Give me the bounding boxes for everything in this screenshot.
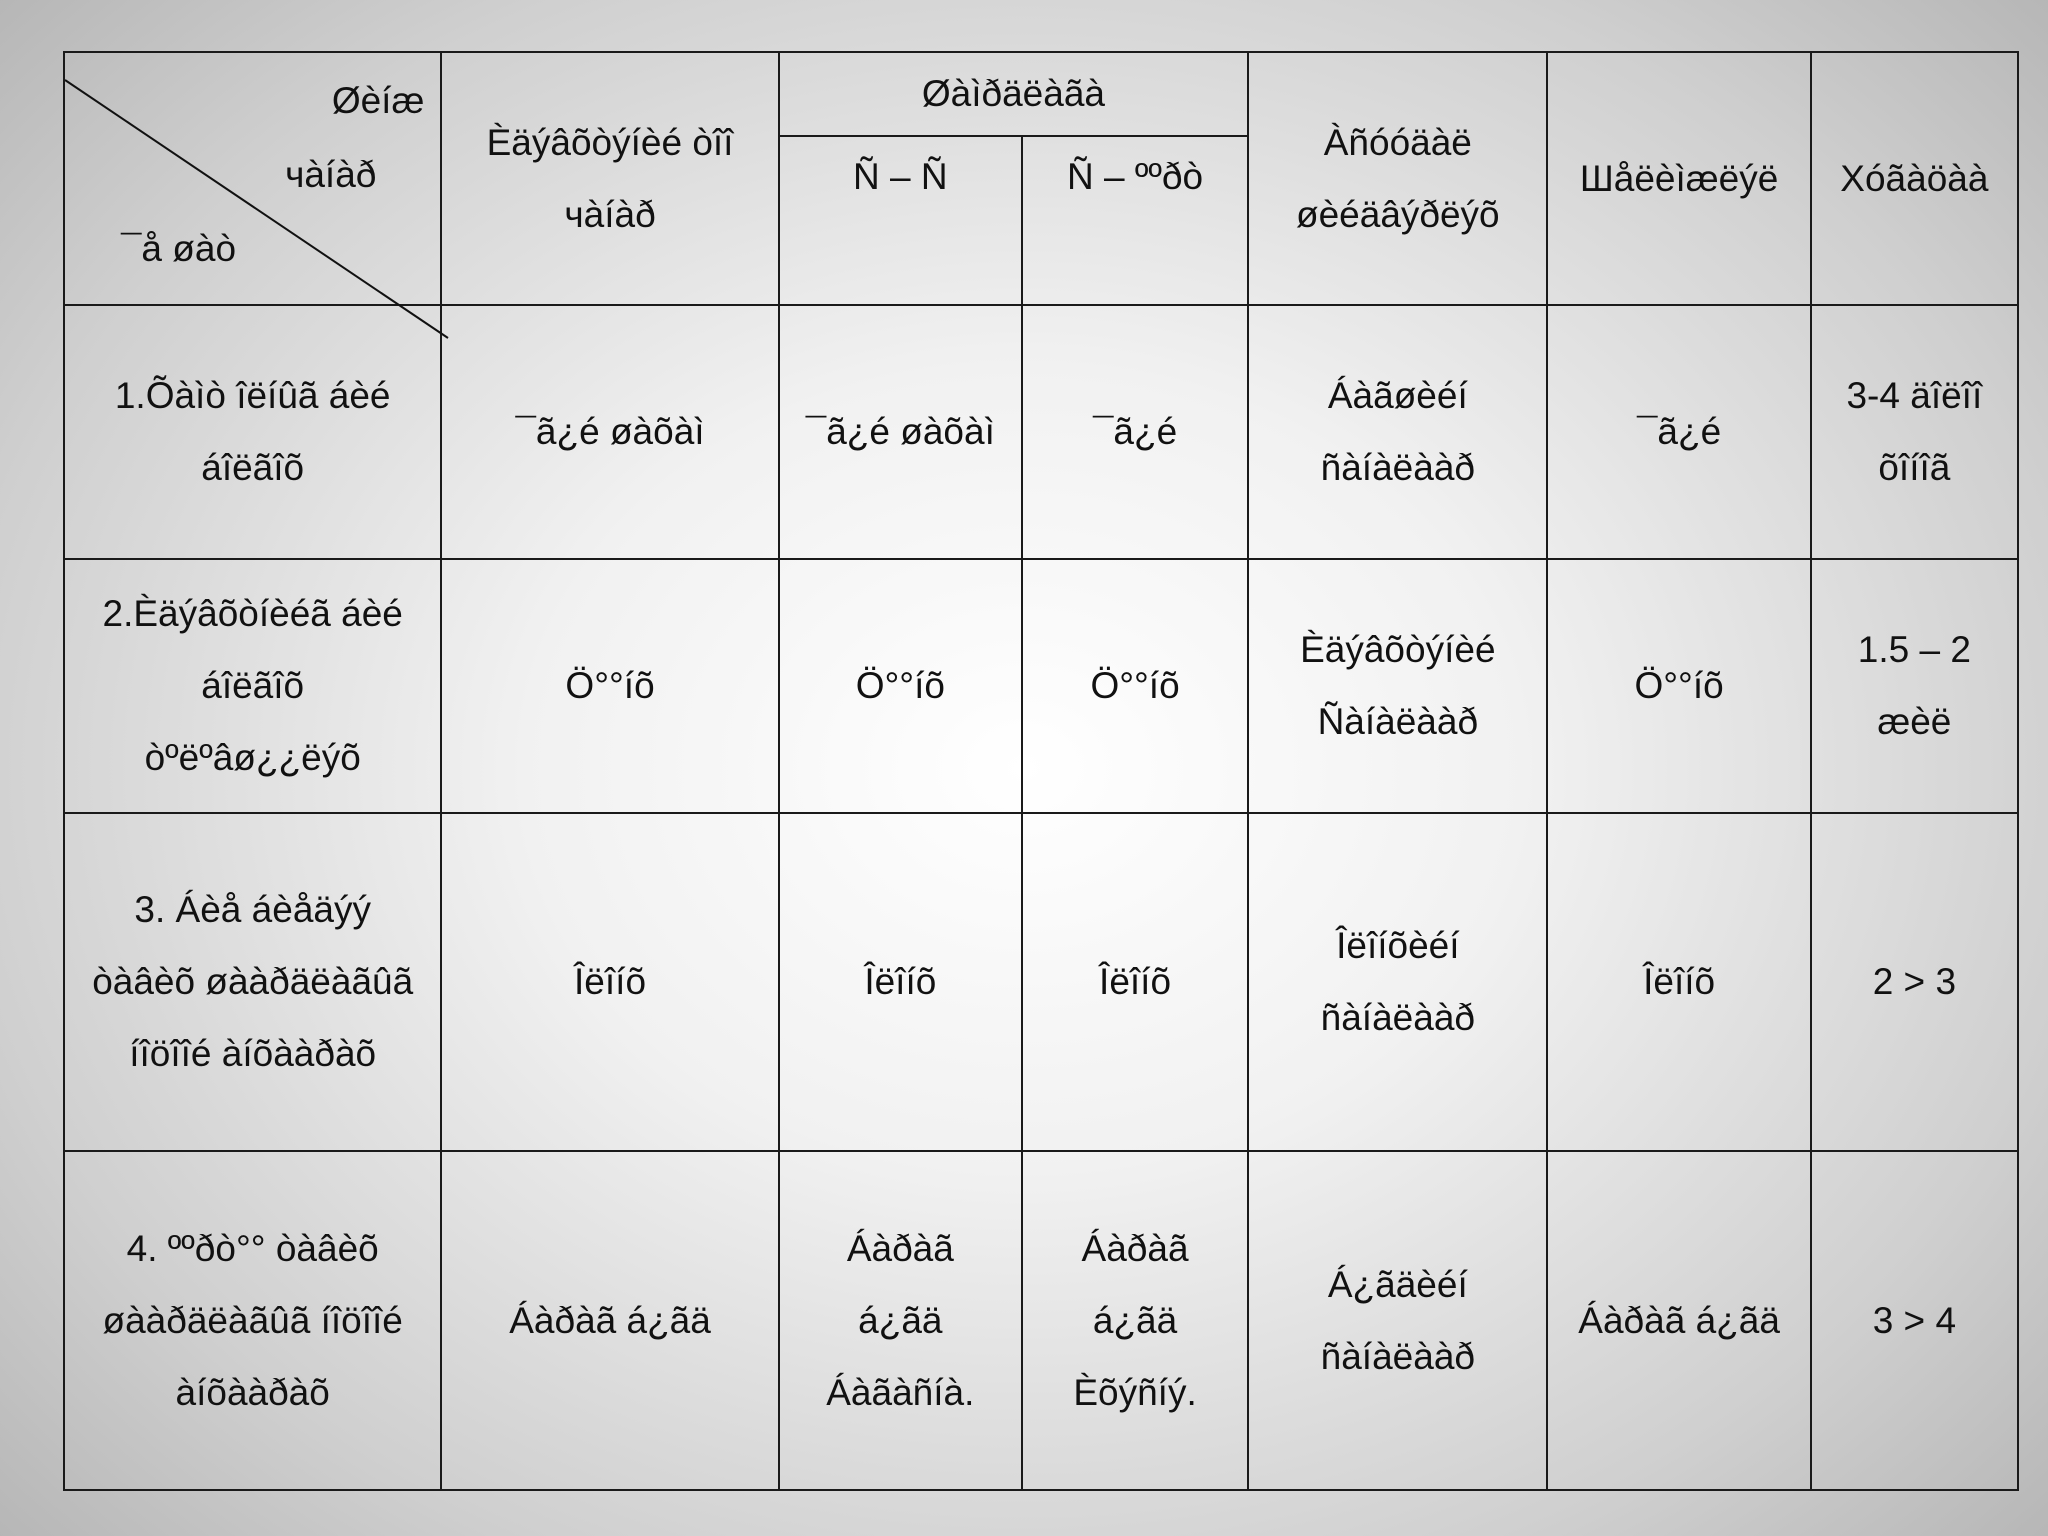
- corner-label-bottom: ¯å øàò: [121, 228, 237, 269]
- header-row-1: [64, 52, 2018, 136]
- table-cell: ¯ã¿é øàõàì: [779, 305, 1022, 559]
- header-col-5: Шåëèìæëýë: [1547, 52, 1810, 305]
- header-col-6: Хóãàöàà: [1811, 52, 2018, 305]
- table-cell: 3 > 4: [1811, 1151, 2018, 1490]
- table-row: [64, 1151, 2018, 1490]
- table-cell: Áàðàã á¿ãä: [1547, 1151, 1810, 1490]
- table-cell: Áàãøèéí ñàíàëààð: [1248, 305, 1547, 559]
- row-label: 1.Õàìò îëíûã áèé áîëãîõ: [64, 305, 441, 559]
- row-label: 2.Èäýâõòíèéã áèé áîëãîõ òºëºâø¿¿ëýõ: [64, 559, 441, 813]
- table-cell: Îëîíõ: [779, 813, 1022, 1151]
- table-cell: ¯ã¿é: [1547, 305, 1810, 559]
- table-cell: Îëîíõ: [1022, 813, 1248, 1151]
- table-cell: 2 > 3: [1811, 813, 2018, 1151]
- header-group: Øàìðäëàãà: [779, 52, 1248, 136]
- table-row: [64, 559, 2018, 813]
- table-cell: Èäýâõòýíèé Ñàíàëààð: [1248, 559, 1547, 813]
- table-cell: Ö°°íõ: [779, 559, 1022, 813]
- table-cell: 1.5 – 2 æèë: [1811, 559, 2018, 813]
- row-label: 4. ººðò°° òàâèõ øààðäëàãûã íîöîîé àíõààðàõ: [64, 1151, 441, 1490]
- table-cell: ¯ã¿é: [1022, 305, 1248, 559]
- table-cell: Ö°°íõ: [1022, 559, 1248, 813]
- corner-label-middle: чàíàð: [285, 154, 377, 195]
- table-cell: Áàðàã á¿ãä Èõýñíý.: [1022, 1151, 1248, 1490]
- table-row: [64, 305, 2018, 559]
- table-cell: Îëîíõèéí ñàíàëààð: [1248, 813, 1547, 1151]
- table-cell: Îëîíõ: [1547, 813, 1810, 1151]
- comparison-table: [63, 51, 2019, 1491]
- header-col-1: Èäýâõòýíèé òîî чàíàð: [441, 52, 778, 305]
- table-cell: Ö°°íõ: [1547, 559, 1810, 813]
- table-cell: 3-4 äîëîî õîíîã: [1811, 305, 2018, 559]
- table-cell: Áàðàã á¿ãä: [441, 1151, 778, 1490]
- table-cell: ¯ã¿é øàõàì: [441, 305, 778, 559]
- table-cell: Á¿ãäèéí ñàíàëààð: [1248, 1151, 1547, 1490]
- corner-label-top: Øèíæ: [331, 80, 425, 121]
- header-sub-1: Ñ – Ñ: [779, 136, 1022, 305]
- table-cell: Áàðàã á¿ãä Áàãàñíà.: [779, 1151, 1022, 1490]
- table-cell: Îëîíõ: [441, 813, 778, 1151]
- table-row: [64, 813, 2018, 1151]
- row-label: 3. Áèå áèåäýý òàâèõ øààðäëàãûã íîöîîé àíõààðàõ: [64, 813, 441, 1151]
- header-sub-2: Ñ – ººðò: [1022, 136, 1248, 305]
- header-col-4: Àñóóäàë øèéäâýðëýõ: [1248, 52, 1547, 305]
- corner-header-cell: [64, 52, 441, 305]
- table-cell: Ö°°íõ: [441, 559, 778, 813]
